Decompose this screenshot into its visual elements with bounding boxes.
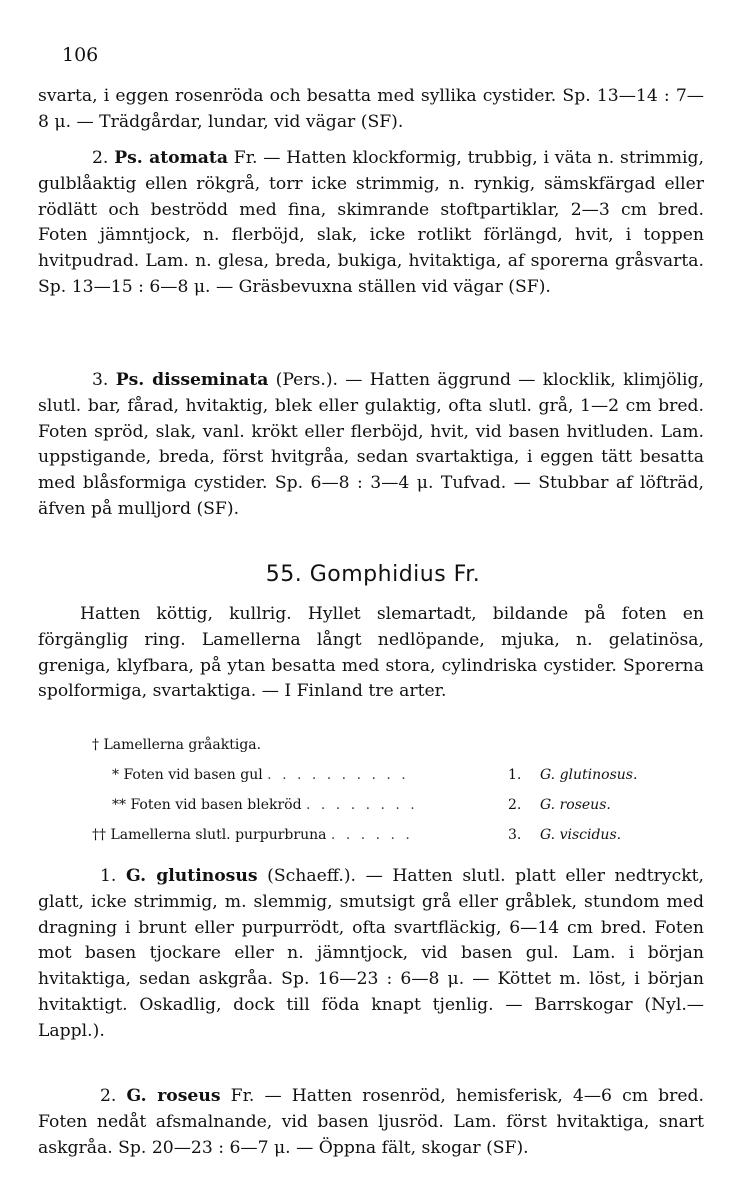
key-row: * Foten vid basen gul . . . . . . . . . .: [112, 767, 409, 783]
genus-description: Hatten köttig, kullrig. Hyllet slemartadt, bildande på foten en förgänglig ring. Lamellerna långt nedlöpande, mjuka, n. gelatinösa, greniga, klyfbara, på ytan besatta med stora, cylindriska cystider. Sporerna spolformiga, svartaktiga. — I Finland tre arter.: [38, 604, 704, 702]
species-description: Fr. — Hatten rosenröd, hemisferisk, 4—6 cm bred. Foten nedåt afsmalnande, vid basen ljusröd. Lam. först hvitaktiga, snart askgråa. Sp. 20—23 : 6—7 μ. — Öppna fält, skogar (SF).: [38, 1086, 704, 1158]
key-number: 1.: [508, 767, 522, 783]
species-description: Fr. — Hatten klockformig, trubbig, i väta n. strimmig, gulblåaktig ellen rökgrå, torr icke strimmig, n. rynkig, sämskfärgad eller rödlätt och beströdd med fina, skimrande stoftpartiklar, 2—3 cm bred. Foten jämntjock, n. flerböjd, slak, icke rotlikt förlängd, hvit, i toppen hvitpudrad. Lam. n. glesa, breda, bukiga, hvitaktiga, af sporerna gråsvarta. Sp. 13—15 : 6—8 μ. — Gräsbevuxna ställen vid vägar (SF).: [38, 148, 704, 297]
species-number: 1.: [100, 866, 117, 886]
page-number: 106: [62, 44, 99, 66]
key-row: †† Lamellerna slutl. purpurbruna . . . . . .: [92, 827, 413, 843]
identification-key: [0, 730, 746, 850]
species-name: G. roseus: [126, 1086, 221, 1106]
paragraph-continuation: svarta, i eggen rosenröda och besatta med syllika cystider. Sp. 13—14 : 7—8 μ. — Trädgårdar, lundar, vid vägar (SF).: [38, 86, 704, 132]
key-number: 2.: [508, 797, 522, 813]
species-entry-atomata: [38, 146, 704, 301]
species-name: G. glutinosus: [126, 866, 258, 886]
key-row: † Lamellerna gråaktiga.: [92, 737, 262, 753]
species-name: Ps. disseminata: [115, 370, 269, 390]
species-name: Ps. atomata: [114, 148, 229, 168]
key-row: ** Foten vid basen blekröd . . . . . . . .: [112, 797, 418, 813]
species-description: (Schaeff.). — Hatten slutl. platt eller nedtryckt, glatt, icke strimmig, m. slemmig, smutsigt grå eller gråblek, stundom med dragning i brunt eller purpurrödt, ofta svartfläckig, 6—14 cm bred. Foten mot basen tjockare eller n. jämntjock, vid basen gul. Lam. i början hvitaktiga, sedan askgråa. Sp. 16—23 : 6—8 μ. — Köttet m. löst, i början hvitaktigt. Oskadlig, dock till föda knapt tjenlig. — Barrskogar (Nyl.—Lappl.).: [38, 866, 705, 1041]
species-entry-glutinosus: [38, 864, 704, 1045]
key-species: G. viscidus.: [540, 827, 622, 843]
key-species: G. roseus.: [540, 797, 611, 813]
species-number: 3.: [92, 370, 109, 390]
key-number: 3.: [508, 827, 522, 843]
species-number: 2.: [100, 1086, 117, 1106]
genus-heading: 55. Gomphidius Fr.: [265, 562, 481, 587]
key-species: G. glutinosus.: [540, 767, 638, 783]
species-entry-roseus: [38, 1084, 704, 1161]
species-entry-disseminata: [38, 368, 704, 523]
species-description: (Pers.). — Hatten äggrund — klocklik, klimjölig, slutl. bar, fårad, hvitaktig, blek eller gulaktig, ofta slutl. grå, 1—2 cm bred. Foten spröd, slak, vanl. krökt eller flerböjd, hvit, vid basen hvitluden. Lam. uppstigande, breda, först hvitgråa, sedan svartaktiga, i eggen tätt besatta med blåsformiga cystider. Sp. 6—8 : 3—4 μ. Tufvad. — Stubbar af löfträd, äfven på mulljord (SF).: [38, 370, 705, 519]
species-number: 2.: [92, 148, 109, 168]
